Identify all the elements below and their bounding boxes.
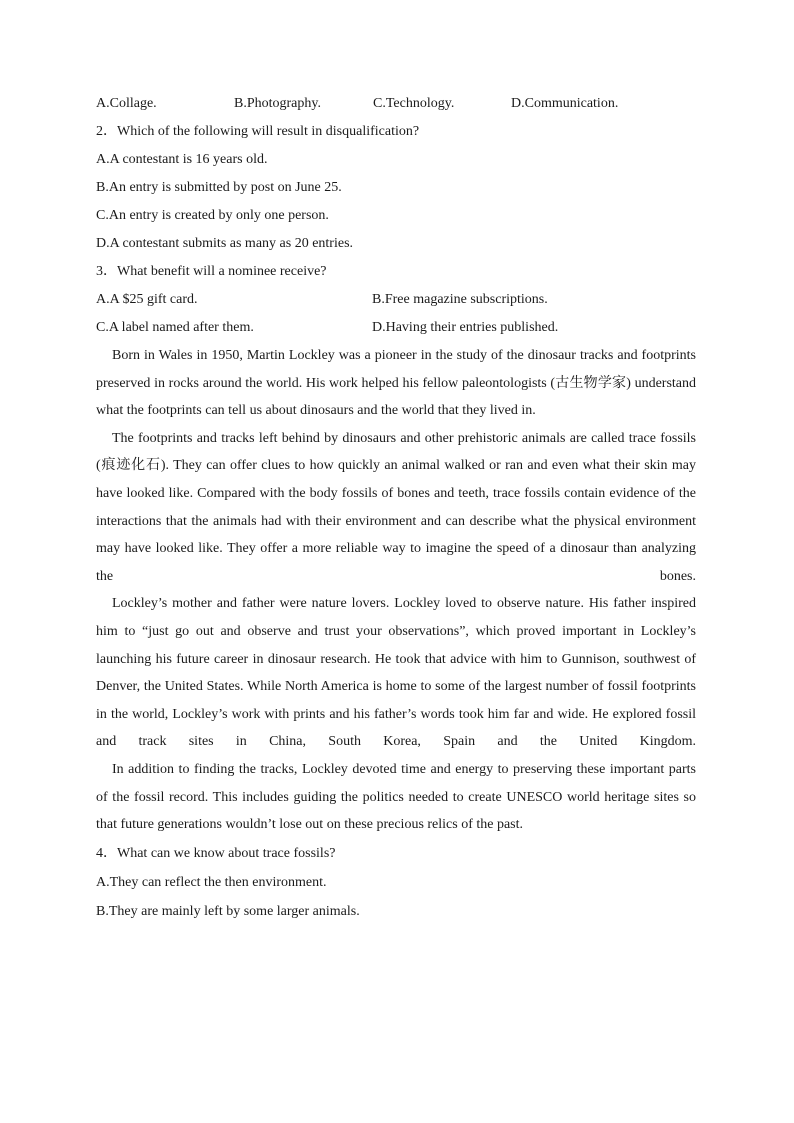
- q3-option-b: B.Free magazine subscriptions.: [372, 292, 548, 307]
- passage-paragraph-4: In addition to finding the tracks, Lockley devoted time and energy to preserving these important parts of the fossil record. This includes guiding the politics needed to create UNESCO world heritage sites so that future generations wouldn’t lose out on these precious relics of the past.: [96, 761, 696, 833]
- q1-option-d: D.Communication.: [511, 96, 619, 111]
- q1-option-b: B.Photography.: [234, 96, 321, 111]
- passage-paragraph-1: Born in Wales in 1950, Martin Lockley was a pioneer in the study of the dinosaur tracks and footprints preserved in rocks around the world. His work helped his fellow paleontologists (古生物学家) understand what the footprints can tell us about dinosaurs and the world that they lived in.: [96, 348, 696, 419]
- q4-option-a: A.They can reflect the then environment.: [96, 874, 327, 890]
- passage-paragraph-3: Lockley’s mother and father were nature lovers. Lockley loved to observe nature. His father inspired him to “just go out and observe and trust your observations”, which proved important in Lockley’s launching his future career in dinosaur research. He took that advice with him to Gunnison, southwest of Denver, the United States. While North America is home to some of the largest number of fossil footprints in the world, Lockley’s work with prints and his father’s words took him far and wide. He explored fossil and track sites in China, South Korea, Spain and the United Kingdom.: [96, 596, 696, 750]
- q3-options-row1: [96, 286, 696, 314]
- exam-page: [96, 90, 696, 926]
- q2-stem: 2．Which of the following will result in disqualification?: [96, 124, 420, 139]
- q3-stem: 3．What benefit will a nominee receive?: [96, 264, 327, 279]
- q3-option-d: D.Having their entries published.: [372, 320, 559, 335]
- q2-option-a: A.A contestant is 16 years old.: [96, 152, 268, 167]
- passage-paragraph-2: The footprints and tracks left behind by dinosaurs and other prehistoric animals are called trace fossils (痕迹化石). They can offer clues to how quickly an animal walked or ran and even what their skin may have looked like. Compared with the body fossils of bones and teeth, trace fossils contain evidence of the interactions that the animals had with their environment and can describe what the physical environment may have looked like. They offer a more reliable way to imagine the speed of a dinosaur than analyzing the bones.: [96, 430, 696, 584]
- q2-option-c: C.An entry is created by only one person.: [96, 208, 329, 223]
- q4-stem: 4．What can we know about trace fossils?: [96, 845, 336, 861]
- q4-option-b: B.They are mainly left by some larger animals.: [96, 903, 360, 919]
- q2-option-d: D.A contestant submits as many as 20 entries.: [96, 236, 354, 251]
- q1-option-c: C.Technology.: [373, 96, 455, 111]
- q1-option-a: A.Collage.: [96, 96, 157, 111]
- q3-option-c: C.A label named after them.: [96, 320, 254, 335]
- q3-option-a: A.A $25 gift card.: [96, 292, 198, 307]
- q1-options: [96, 90, 696, 118]
- q2-option-b: B.An entry is submitted by post on June 25.: [96, 180, 342, 195]
- q3-options-row2: [96, 314, 696, 342]
